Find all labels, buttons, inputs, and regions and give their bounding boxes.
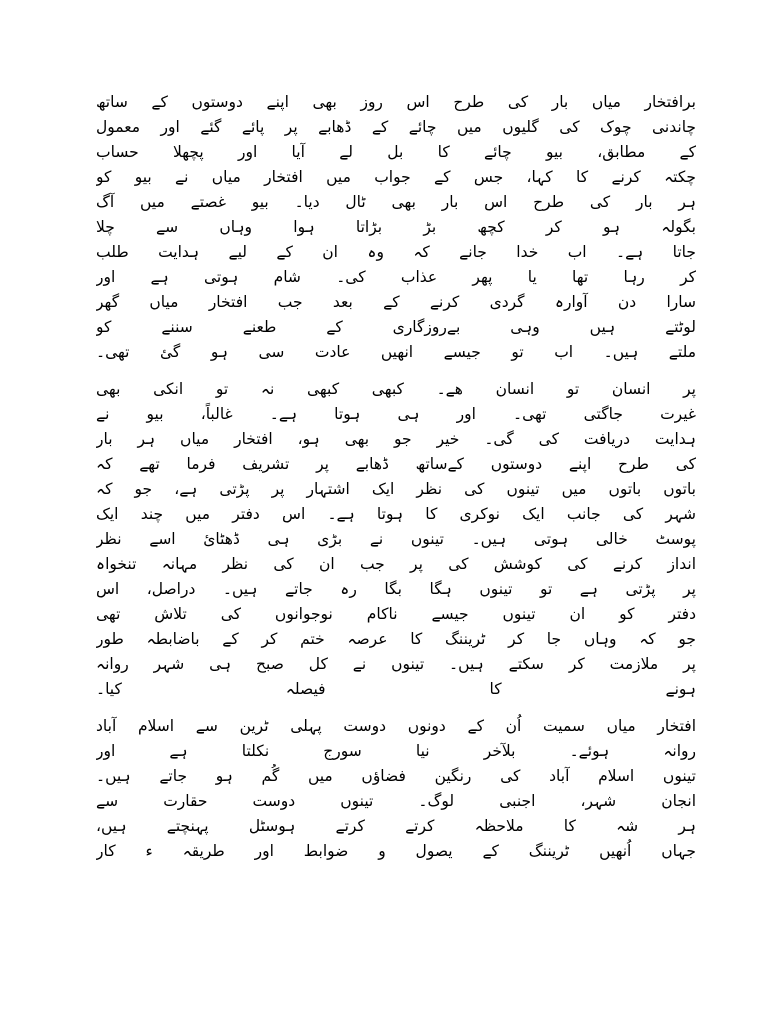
urdu-text-body — [96, 90, 696, 876]
text-line: پر ملازمت کر سکتے ہیں۔ تینوں نے کل صبح ہی شہر روانہ — [96, 655, 696, 673]
text-line: چکتہ کرنے کا کہا، جس کے جواب میں افتخار میاں نے بیو کو — [96, 168, 696, 186]
text-line: پوسٹ خالی ہوتی ہیں۔ تینوں نے بڑی ہی ڈھٹائ اسے نظر — [96, 530, 696, 548]
paragraph-1 — [96, 90, 696, 365]
text-line: ہونے کا فیصلہ کیا۔ — [96, 680, 696, 698]
text-line: کر رہا تھا یا پھر عذاب کی۔ شام ہوتی ہے اور — [96, 268, 696, 286]
paragraph-3 — [96, 714, 696, 864]
paragraph-2 — [96, 377, 696, 702]
text-line: انجان شہر، اجنبی لوگ۔ تینوں دوست حقارت سے — [96, 792, 696, 810]
text-line: ہدایت دریافت کی گی۔ خیر جو بھی ہو، افتخار میاں ہر بار — [96, 430, 696, 448]
text-line: غیرت جاگتی تھی۔ اور ہی ہوتا ہے۔ غالباً، بیو نے — [96, 405, 696, 423]
text-line: باتوں باتوں میں تینوں کی نظر ایک اشتہار پر پڑتی ہے، جو کہ — [96, 480, 696, 498]
text-line: افتخار میاں سمیت اُن کے دونوں دوست پہلی ٹرین سے اسلام آباد — [96, 717, 696, 735]
text-line: ہر بار کی طرح اس بار بھی ٹال دیا۔ بیو غصتے میں آگ — [96, 193, 696, 211]
text-line: سارا دن آوارہ گردی کرنے کے بعد جب افتخار میاں گھر — [96, 293, 696, 311]
text-line: جہاں اُنھیں ٹریننگ کے یصول و ضوابط اور طریقہ ء کار — [96, 842, 696, 860]
text-line: جو کہ وہاں جا کر ٹریننگ کا عرصہ ختم کر کے باضابطہ طور — [96, 630, 696, 648]
text-line: پر پڑتی ہے تو تینوں ہگا بگا رہ جاتے ہیں۔ دراصل، اس — [96, 580, 696, 598]
text-line: روانہ ہوئے۔ بلآخر نیا سورج نکلتا ہے اور — [96, 742, 696, 760]
text-line: ملتے ہیں۔ اب تو جیسے انھیں عادت سی ہو گئ تھی۔ — [96, 343, 696, 361]
text-line: ہر شہ کا ملاحظہ کرتے کرتے ہوسٹل پہنچتے ہیں، — [96, 817, 696, 835]
text-line: کے مطابق، بیو چائے کا بل لے آیا اور پچھلا حساب — [96, 143, 696, 161]
text-line: شہر کی جانب ایک نوکری کا ہوتا ہے۔ اس دفتر میں چند ایک — [96, 505, 696, 523]
text-line: جاتا ہے۔ اب خدا جانے کہ وہ ان کے لیے ہدایت طلب — [96, 243, 696, 261]
text-line: بگولہ ہو کر کچھ بڑ بڑاتا ہوا وہاں سے چلا — [96, 218, 696, 236]
text-line: انداز کرنے کی کوشش کی پر جب ان کی نظر مہانہ تنخواہ — [96, 555, 696, 573]
text-line: پر انسان تو انسان ھے۔ کبھی کبھی نہ تو انکی بھی — [96, 380, 696, 398]
text-line: برافتخار میاں بار کی طرح اس روز بھی اپنے دوستوں کے ساتھ — [96, 93, 696, 111]
text-line: کی طرح اپنے دوستوں کےساتھ ڈھابے پر تشریف فرما تھے کہ — [96, 455, 696, 473]
text-line: چاندنی چوک کی گلیوں میں چائے کے ڈھابے پر پائے گئے اور معمول — [96, 118, 696, 136]
text-line: دفتر کو ان تینوں جیسے ناکام نوجوانوں کی تلاش تھی — [96, 605, 696, 623]
text-line: تینوں اسلام آباد کی رنگین فضاؤں میں گُم ہو جاتے ہیں۔ — [96, 767, 696, 785]
text-line: لوٹتے ہیں وہی بےروزگاری کے طعنے سننے کو — [96, 318, 696, 336]
